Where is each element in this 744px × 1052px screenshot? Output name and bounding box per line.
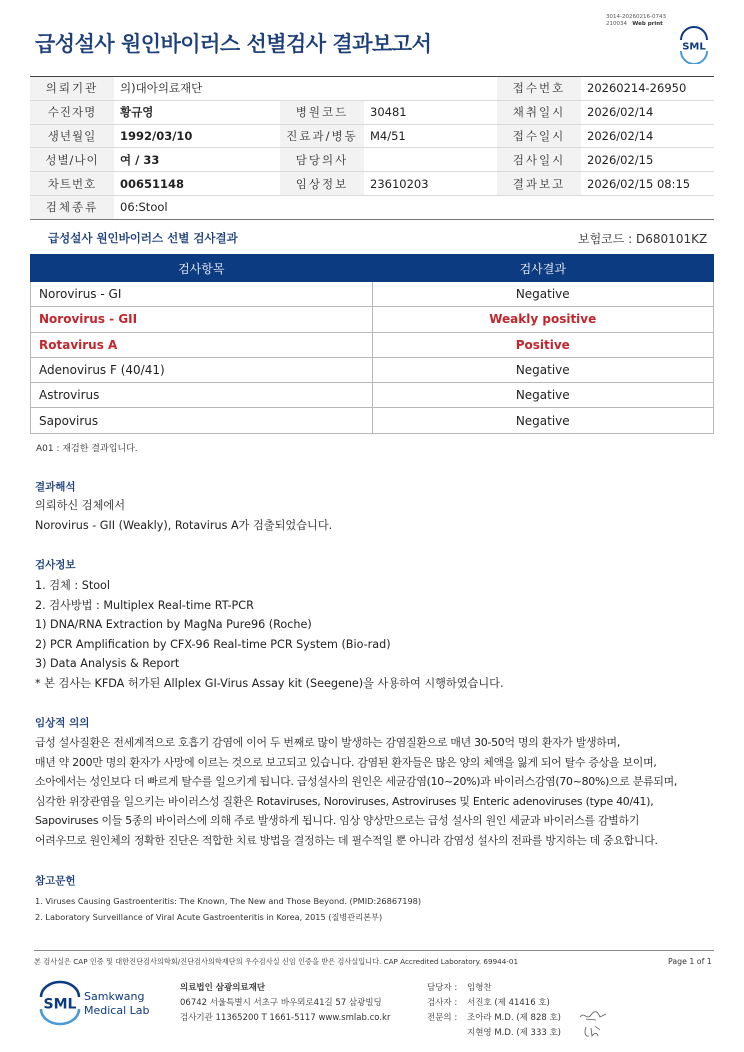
info-value: 황규영 bbox=[114, 100, 280, 124]
clinical-line: 심각한 위장관염을 일으키는 바이러스성 질환은 Rotaviruses, Noroviruses, Astroviruses 및 Enteric adenoviruses (type 40/41), bbox=[35, 794, 654, 808]
info-label: 생년월일 bbox=[30, 124, 114, 148]
clinical-line: 소아에서는 성인보다 더 빠르게 탈수를 일으키게 됩니다. 급성설사의 원인은 세균감염(10~20%)과 바이러스감염(70~80%)으로 분류되며, bbox=[35, 775, 678, 789]
staff-role: 담당자 : bbox=[427, 983, 458, 993]
result-item: Adenovirus F (40/41) bbox=[31, 357, 373, 382]
info-label bbox=[280, 77, 364, 101]
clinical-line: 어려우므로 원인체의 정확한 진단은 적합한 치료 방법을 결정하는 데 필수적일 뿐 아니라 감염성 설사의 전파를 방지하는 데 중요합니다. bbox=[35, 833, 658, 847]
test-info-line: 2. 검사방법 : Multiplex Real-time RT-PCR bbox=[35, 598, 254, 612]
info-label: 접수일시 bbox=[497, 124, 581, 148]
test-info-line: 1) DNA/RNA Extraction by MagNa Pure96 (Roche) bbox=[35, 618, 312, 632]
info-value: 1992/03/10 bbox=[114, 124, 280, 148]
org-name: 의료법인 삼광의료재단 bbox=[180, 983, 266, 993]
result-value: Positive bbox=[372, 332, 714, 357]
footer-divider bbox=[34, 950, 714, 951]
result-row bbox=[31, 307, 714, 332]
info-value: 2026/02/14 bbox=[581, 100, 714, 124]
result-row bbox=[31, 282, 714, 307]
specimen-label: 검체종류 bbox=[30, 195, 114, 219]
result-row bbox=[31, 332, 714, 357]
col-header-result: 검사결과 bbox=[372, 255, 714, 282]
info-value: 23610203 bbox=[364, 172, 497, 196]
result-row bbox=[31, 383, 714, 408]
staff-role: 전문의 : bbox=[427, 1013, 458, 1023]
certification-text: 본 검사실은 CAP 인증 및 대한진단검사의학회/진단검사의학재단의 우수검사실 신임 인증을 받은 검사실입니다. CAP Accredited Laboratory. 69944-01 bbox=[34, 957, 519, 966]
info-value: 2026/02/14 bbox=[581, 124, 714, 148]
clinical-line: Sapoviruses 이들 5종의 바이러스에 의해 주로 발생하게 됩니다. 임상 양상만으로는 급성 설사의 원인 세균과 바이러스를 감별하기 bbox=[35, 814, 640, 828]
signature-2-icon bbox=[582, 1024, 604, 1040]
result-item: Rotavirus A bbox=[31, 332, 373, 357]
staff-row bbox=[427, 981, 561, 996]
logo-name-line1: Samkwang bbox=[84, 990, 145, 1003]
page-number: Page 1 of 1 bbox=[668, 957, 712, 966]
clinical-text bbox=[35, 733, 677, 851]
staff-name: 조아라 M.D. (제 828 호) bbox=[467, 1013, 562, 1023]
info-value bbox=[364, 148, 497, 172]
staff-role bbox=[427, 1026, 467, 1041]
doc-ref-line2 bbox=[606, 21, 666, 28]
result-item: Sapovirus bbox=[31, 408, 373, 433]
info-value bbox=[364, 77, 497, 101]
info-label: 담당의사 bbox=[280, 148, 364, 172]
interpretation-line: Norovirus - GII (Weakly), Rotavirus A가 검출되었습니다. bbox=[35, 518, 333, 532]
patient-info-row bbox=[30, 100, 714, 124]
staff-row bbox=[427, 1011, 561, 1026]
info-label: 검사일시 bbox=[497, 148, 581, 172]
reference-item: 2. Laboratory Surveillance of Viral Acute Gastroenteritis in Korea, 2015 (질병관리본부) bbox=[35, 912, 383, 922]
staff-name: 서진호 (제 41416 호) bbox=[467, 998, 550, 1008]
info-value: 2026/02/15 bbox=[581, 148, 714, 172]
specimen-row bbox=[30, 195, 714, 219]
staff-info bbox=[427, 981, 561, 1041]
interpretation-heading: 결과해석 bbox=[35, 481, 76, 493]
samkwang-logo-icon bbox=[38, 980, 156, 1026]
results-header-row bbox=[31, 255, 714, 282]
doc-ref-line1: 3014-20260216-0743 bbox=[606, 14, 666, 20]
retest-note: A01 : 재검한 결과입니다. bbox=[36, 444, 138, 454]
patient-info-table bbox=[30, 76, 714, 220]
org-address: 06742 서울특별시 서초구 바우뫼로41길 57 삼광빌딩 bbox=[180, 998, 382, 1008]
test-info-line: * 본 검사는 KFDA 허가된 Allplex GI-Virus Assay kit (Seegene)을 사용하여 시행하였습니다. bbox=[35, 676, 504, 690]
info-value: 2026/02/15 08:15 bbox=[581, 172, 714, 196]
info-label: 진료과/병동 bbox=[280, 124, 364, 148]
result-row bbox=[31, 357, 714, 382]
test-info-line: 1. 검체 : Stool bbox=[35, 579, 111, 592]
info-label: 차트번호 bbox=[30, 172, 114, 196]
info-value: 20260214-26950 bbox=[581, 77, 714, 101]
web-print-tag: Web print bbox=[632, 21, 663, 27]
result-value: Negative bbox=[372, 357, 714, 382]
organization-info bbox=[180, 981, 390, 1026]
info-label: 채취일시 bbox=[497, 100, 581, 124]
result-item: Norovirus - GI bbox=[31, 282, 373, 307]
info-value: M4/51 bbox=[364, 124, 497, 148]
sml-logo-icon bbox=[676, 26, 712, 64]
patient-info-row bbox=[30, 77, 714, 101]
staff-name: 임형찬 bbox=[467, 983, 492, 993]
staff-name: 지현영 M.D. (제 333 호) bbox=[467, 1028, 562, 1038]
document-reference bbox=[606, 14, 666, 28]
result-row bbox=[31, 408, 714, 433]
result-item: Norovirus - GII bbox=[31, 307, 373, 332]
info-value: 30481 bbox=[364, 100, 497, 124]
reference-item: 1. Viruses Causing Gastroenteritis: The Known, The New and Those Beyond. (PMID:26867198) bbox=[35, 896, 422, 906]
info-value: 여 / 33 bbox=[114, 148, 280, 172]
clinical-line: 매년 약 200만 명의 환자가 사망에 이르는 것으로 보고되고 있습니다. 감염된 환자들은 많은 양의 체액을 잃게 되어 탈수 증상을 보이며, bbox=[35, 755, 657, 769]
info-label: 임상정보 bbox=[280, 172, 364, 196]
results-table bbox=[30, 254, 714, 434]
logo-name-line2: Medical Lab bbox=[84, 1004, 150, 1017]
signature-1-icon bbox=[578, 1009, 608, 1023]
clinical-heading: 임상적 의의 bbox=[35, 717, 90, 729]
info-label: 성별/나이 bbox=[30, 148, 114, 172]
specimen-value: 06:Stool bbox=[114, 195, 714, 219]
info-label: 결과보고 bbox=[497, 172, 581, 196]
patient-info-row bbox=[30, 148, 714, 172]
result-item: Astrovirus bbox=[31, 383, 373, 408]
doc-ref-code: 210034 bbox=[606, 21, 627, 27]
staff-role: 검사자 : bbox=[427, 998, 458, 1008]
col-header-item: 검사항목 bbox=[31, 255, 373, 282]
staff-row bbox=[427, 996, 561, 1011]
staff-row bbox=[427, 1026, 561, 1041]
page-title: 급성설사 원인바이러스 선별검사 결과보고서 bbox=[35, 32, 432, 56]
results-section-title: 급성설사 원인바이러스 선별 검사결과 bbox=[48, 231, 238, 245]
info-value: 의)대아의료재단 bbox=[114, 77, 280, 101]
clinical-line: 급성 설사질환은 전세계적으로 호흡기 감염에 이어 두 번째로 많이 발생하는 감염질환으로 매년 30-50억 명의 환자가 발생하며, bbox=[35, 736, 621, 749]
result-value: Negative bbox=[372, 282, 714, 307]
references-list bbox=[35, 893, 421, 925]
result-value: Weakly positive bbox=[372, 307, 714, 332]
patient-info-row bbox=[30, 172, 714, 196]
info-value: 00651148 bbox=[114, 172, 280, 196]
top-logo-text: SML bbox=[682, 41, 706, 53]
test-info-heading: 검사정보 bbox=[35, 559, 76, 571]
result-value: Negative bbox=[372, 383, 714, 408]
references-heading: 참고문헌 bbox=[35, 875, 76, 887]
info-label: 접수번호 bbox=[497, 77, 581, 101]
interpretation-text bbox=[35, 496, 332, 535]
interpretation-line: 의뢰하신 검체에서 bbox=[35, 499, 126, 512]
test-info-text bbox=[35, 576, 504, 694]
info-label: 병원코드 bbox=[280, 100, 364, 124]
test-info-line: 2) PCR Amplification by CFX-96 Real-time PCR System (Bio-rad) bbox=[35, 637, 391, 651]
test-info-line: 3) Data Analysis & Report bbox=[35, 657, 180, 671]
info-label: 수진자명 bbox=[30, 100, 114, 124]
patient-info-row bbox=[30, 124, 714, 148]
insurance-code: 보험코드 : D680101KZ bbox=[578, 232, 708, 246]
result-value: Negative bbox=[372, 408, 714, 433]
org-contact: 검사기관 11365200 T 1661-5117 www.smlab.co.kr bbox=[180, 1013, 391, 1023]
bottom-logo-text: SML bbox=[43, 996, 77, 1013]
info-label: 의뢰기관 bbox=[30, 77, 114, 101]
